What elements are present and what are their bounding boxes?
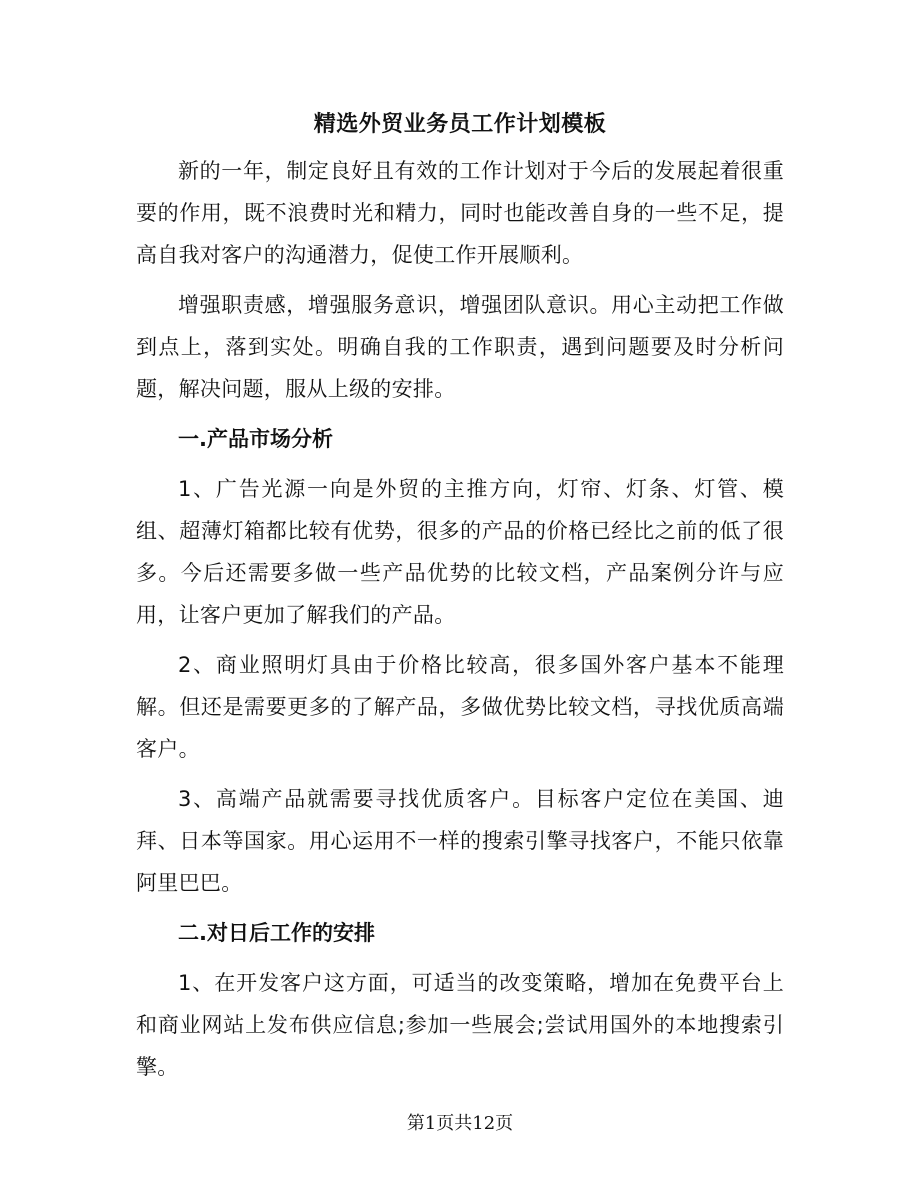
future-work-item-1: 1、在开发客户这方面，可适当的改变策略，增加在免费平台上和商业网站上发布供应信息;参加一些展会;尝试用国外的本地搜索引擎。 bbox=[136, 971, 784, 1079]
document-body bbox=[136, 150, 784, 1096]
market-analysis-item-2: 2、商业照明灯具由于价格比较高，很多国外客户基本不能理解。但还是需要更多的了解产品，多做优势比较文档，寻找优质高端客户。 bbox=[136, 653, 784, 761]
document-title: 精选外贸业务员工作计划模板 bbox=[313, 112, 607, 137]
market-analysis-item-3: 3、高端产品就需要寻找优质客户。目标客户定位在美国、迪拜、日本等国家。用心运用不一样的搜索引擎寻找客户，不能只依靠阿里巴巴。 bbox=[136, 787, 784, 895]
responsibility-paragraph: 增强职责感，增强服务意识，增强团队意识。用心主动把工作做到点上，落到实处。明确自我的工作职责，遇到问题要及时分析问题，解决问题，服从上级的安排。 bbox=[136, 293, 784, 401]
section-heading-future-work: 二.对日后工作的安排 bbox=[178, 921, 375, 945]
page-number-footer: 第1页共12页 bbox=[406, 1113, 514, 1134]
market-analysis-item-1: 1、广告光源一向是外贸的主推方向，灯帘、灯条、灯管、模组、超薄灯箱都比较有优势，很多的产品的价格已经比之前的低了很多。今后还需要多做一些产品优势的比较文档，产品案例分许与应用，让客户更加了解我们的产品。 bbox=[136, 477, 784, 627]
section-heading-market-analysis: 一.产品市场分析 bbox=[178, 427, 333, 451]
intro-paragraph: 新的一年，制定良好且有效的工作计划对于今后的发展起着很重要的作用，既不浪费时光和精力，同时也能改善自身的一些不足，提高自我对客户的沟通潜力，促使工作开展顺利。 bbox=[136, 159, 784, 267]
